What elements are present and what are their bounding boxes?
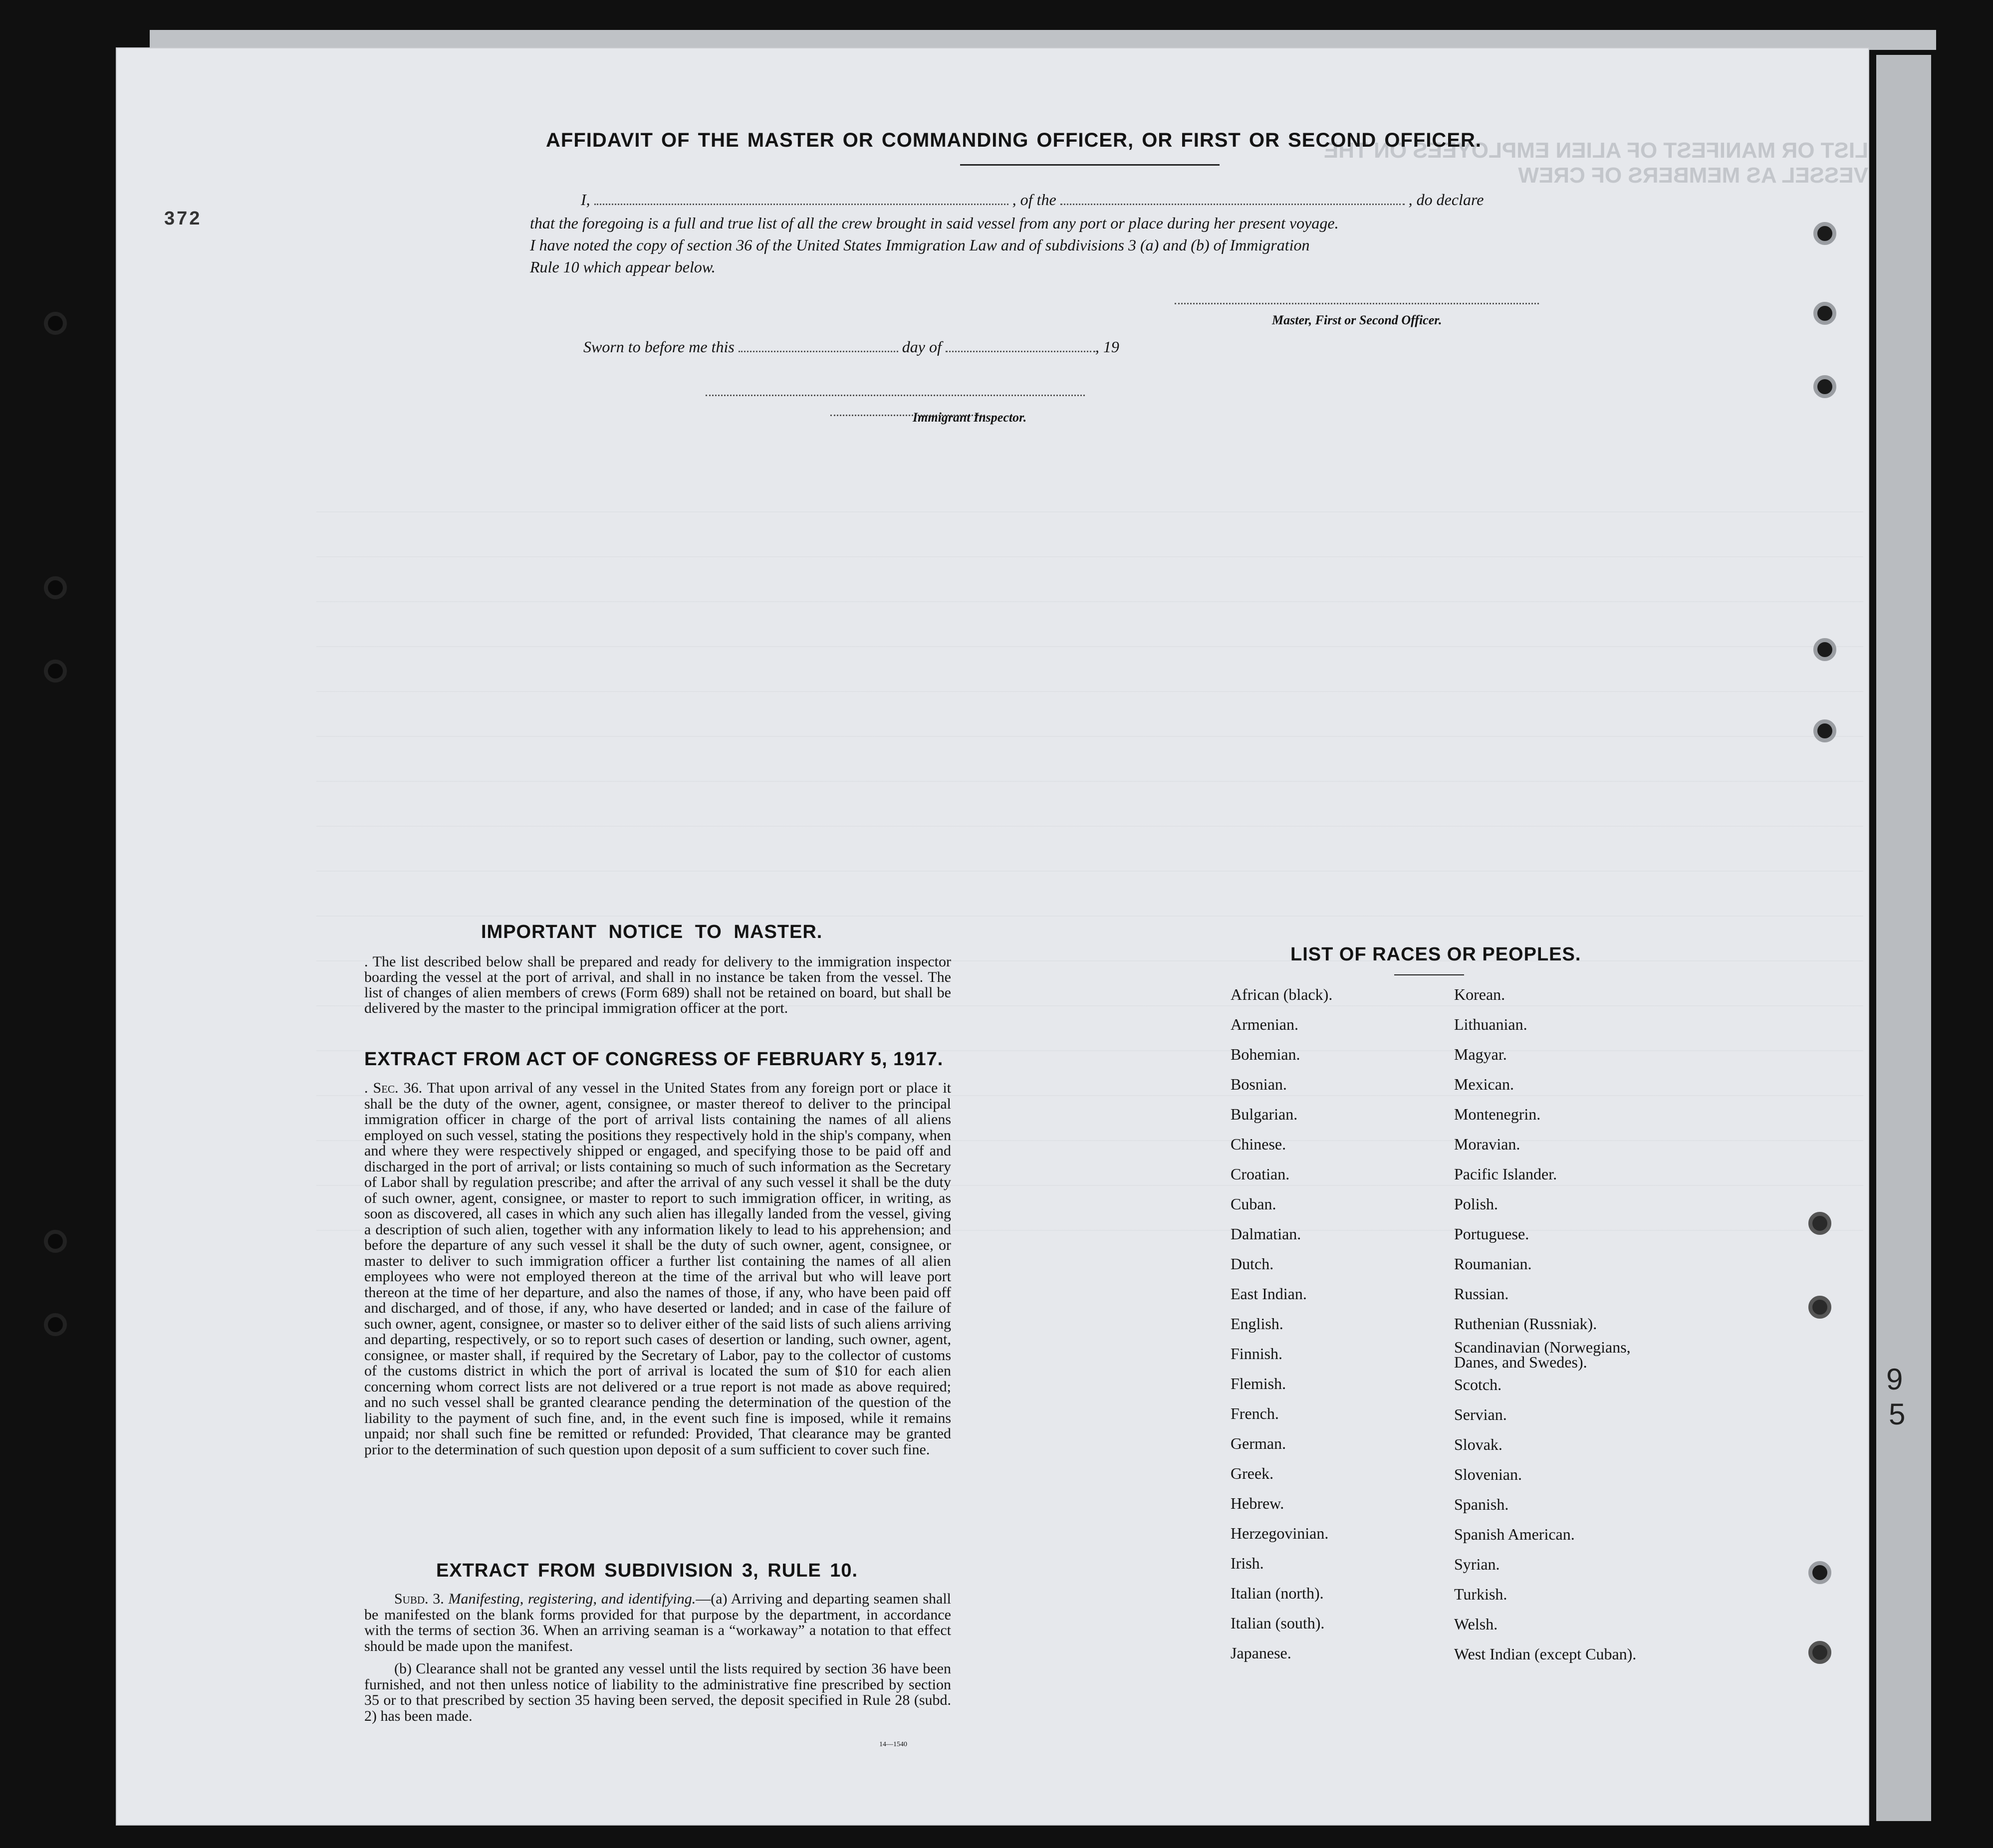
binder-hole — [1808, 1296, 1831, 1319]
affidavit-title-underline — [960, 164, 1220, 166]
race-item: Korean. — [1454, 985, 1505, 1003]
race-item: Italian (south). — [1231, 1614, 1325, 1632]
race-item: Turkish. — [1454, 1585, 1507, 1603]
race-item: Irish. — [1231, 1554, 1264, 1572]
year-label: , 19 — [1095, 338, 1119, 356]
affidavit-of-the: , of the — [1012, 191, 1056, 209]
form-number: 14—1540 — [879, 1741, 907, 1748]
rule-para-a — [364, 1591, 951, 1654]
race-item: Spanish American. — [1454, 1525, 1575, 1543]
race-item: German. — [1231, 1434, 1286, 1452]
binder-hole — [1813, 719, 1836, 742]
rule-para-a-text: —(a) Arriving and departing seamen shall be manifested on the blank forms provided for that purpose by the department, in accordance with the terms of section 36. When an arriving seaman is a “workaway” a notation to that effect should be made upon the manifest. — [364, 1591, 951, 1654]
race-item: Bulgarian. — [1231, 1105, 1298, 1123]
affidavit-title: AFFIDAVIT OF THE MASTER OR COMMANDING OFFICER, OR FIRST OR SECOND OFFICER. — [546, 129, 1482, 151]
binder-hole — [1808, 1212, 1831, 1235]
race-item: Polish. — [1454, 1195, 1498, 1213]
binder-hole — [44, 660, 67, 683]
race-item: Mexican. — [1454, 1075, 1514, 1093]
underlying-page-right — [1876, 55, 1931, 1821]
binder-hole — [1813, 638, 1836, 661]
race-item: Slovak. — [1454, 1435, 1502, 1453]
race-item: Bosnian. — [1231, 1075, 1287, 1093]
binder-hole — [1808, 1641, 1831, 1664]
race-item: French. — [1231, 1404, 1279, 1422]
underlying-page-top — [150, 30, 1936, 50]
affidavit-i-label: I, — [581, 191, 590, 209]
races-title: LIST OF RACES OR PEOPLES. — [1290, 944, 1581, 965]
race-item: Chinese. — [1231, 1135, 1286, 1153]
binder-hole — [44, 312, 67, 335]
race-item: African (black). — [1231, 985, 1333, 1003]
race-item: Japanese. — [1231, 1644, 1291, 1662]
race-item: Hebrew. — [1231, 1494, 1284, 1512]
race-item: Flemish. — [1231, 1375, 1286, 1392]
race-item: Italian (north). — [1231, 1584, 1324, 1602]
race-item: Syrian. — [1454, 1555, 1500, 1573]
master-signature-blank[interactable] — [1175, 292, 1539, 304]
race-item: West Indian (except Cuban). — [1454, 1645, 1637, 1663]
day-blank[interactable] — [739, 340, 898, 352]
master-label: Master, First or Second Officer. — [1272, 313, 1442, 327]
race-item: Montenegrin. — [1454, 1105, 1541, 1123]
race-item: Slovenian. — [1454, 1465, 1522, 1483]
binder-hole — [1808, 1561, 1831, 1584]
rule-title: EXTRACT FROM SUBDIVISION 3, RULE 10. — [436, 1560, 858, 1581]
inspector-label: Immigrant Inspector. — [913, 410, 1027, 425]
race-item: Magyar. — [1454, 1045, 1507, 1063]
race-item: English. — [1231, 1315, 1283, 1333]
race-item: East Indian. — [1231, 1285, 1307, 1303]
notice-body: . The list described below shall be prepared and ready for delivery to the immigration inspector boarding the vessel at the port of arrival, and shall in no instance be taken from the vessel. The list of changes of alien members of crews (Form 689) shall not be retained on board, but shall be delivered by the master to the principal immigration officer at the port. — [364, 953, 951, 1016]
race-item: Herzegovinian. — [1231, 1524, 1329, 1542]
race-item: Welsh. — [1454, 1615, 1498, 1633]
affidavit-line2: that the foregoing is a full and true list of all the crew brought in said vessel from any port or place during her present voyage. — [530, 214, 1339, 232]
binder-hole — [1813, 375, 1836, 398]
races-left-column — [1231, 979, 1332, 1668]
race-item: Scotch. — [1454, 1376, 1502, 1393]
race-item: Russian. — [1454, 1285, 1509, 1303]
manifest-page — [116, 47, 1869, 1826]
race-item: Bohemian. — [1231, 1045, 1300, 1063]
sworn-label: Sworn to before me this — [583, 338, 735, 356]
race-item: Finnish. — [1231, 1345, 1283, 1363]
act-text: That upon arrival of any vessel in the United States from any foreign port or place it shall be the duty of the owner, agent, consignee, or master thereof to deliver to the principal immigration officer in charge of the port of arrival lists containing the names of all aliens employed on such vessel, stating the positions they respectively hold in the ship's company, when and where they were respectively shipped or engaged, and specifying those to be paid off and discharged in the port of arrival; or lists containing so much of such information as the Secretary of Labor shall by regulation prescribe; and after the arrival of any such vessel it shall be the duty of such owner, agent, consignee, or master to report to such immigration officer, in writing, as soon as discovered, all cases in which any such alien has illegally landed from the vessel, giving a description of such alien, together with any information likely to lead to his apprehension; and before the departure of any such vessel it shall be the duty of such owner, agent, consignee, or master to deliver to such immigration officer a further list containing the names of all alien employees who were not employed thereon at the time of the arrival but who will leave port thereon at the time of her departure, and also the names of those, if any, who have been paid off and discharged, and of those, if any, who have deserted or landed; and in case of the failure of such owner, agent, consignee, or master so to deliver either of the said lists of such aliens arriving and departing, respectively, or so to report such cases of desertion or landing, such owner, agent, consignee, or master shall, if required by the Secretary of Labor, pay to the collector of customs of the customs district in which the port of arrival is located the sum of $10 for each alien concerning whom correct lists are not delivered or a true report is not made as above required; and no such vessel shall be granted clearance pending the determination of the question of the liability to the payment of such fine, and, in the event such fine is imposed, while it remains unpaid; nor shall such fine be remitted or refunded: Provided, That clearance may be granted prior to the determination of such question upon deposit of a sum sufficient to cover such fine. — [364, 1080, 951, 1458]
race-item: Armenian. — [1231, 1015, 1298, 1033]
act-title: EXTRACT FROM ACT OF CONGRESS OF FEBRUARY 5, 1917. — [364, 1049, 944, 1070]
race-item: Lithuanian. — [1454, 1015, 1527, 1033]
rule-subd: Subd. 3. — [394, 1591, 444, 1607]
races-right-column — [1454, 979, 1664, 1669]
race-item: Cuban. — [1231, 1195, 1276, 1213]
race-item: Croatian. — [1231, 1165, 1290, 1183]
race-item: Greek. — [1231, 1464, 1274, 1482]
affidavit-line4: Rule 10 which appear below. — [530, 258, 716, 276]
vessel-blank[interactable] — [1060, 193, 1405, 205]
binder-hole — [44, 576, 67, 599]
race-item: Portuguese. — [1454, 1225, 1529, 1243]
rule-para-b: (b) Clearance shall not be granted any vessel until the lists required by section 36 have been furnished, and not then unless notice of liability to the administrative fine prescribed by section 35 or to that prescribed by section 35 having been served, the deposit specified in Rule 28 (subd. 2) has been made. — [364, 1660, 951, 1724]
rule-subd-heading: Manifesting, registering, and identifying. — [448, 1591, 696, 1607]
inspector-signature-blank-1[interactable] — [706, 384, 1085, 396]
race-item: Dalmatian. — [1231, 1225, 1301, 1243]
bleed-through: LIST OR MANIFEST OF ALIEN EMPLOYEES ON THE VESSEL AS MEMBERS OF CREW — [1323, 138, 1868, 188]
day-of-label: day of — [902, 338, 942, 356]
name-blank[interactable] — [594, 193, 1008, 205]
race-item: Moravian. — [1454, 1135, 1520, 1153]
affidavit-line1 — [581, 191, 1484, 209]
binder-hole — [1813, 302, 1836, 325]
notice-title: IMPORTANT NOTICE TO MASTER. — [481, 922, 823, 942]
race-item: Pacific Islander. — [1454, 1165, 1557, 1183]
race-item: Servian. — [1454, 1405, 1507, 1423]
race-item: Ruthenian (Russniak). — [1454, 1315, 1597, 1333]
act-body — [364, 1080, 951, 1457]
act-section: . Sec. 36. — [364, 1080, 423, 1096]
binder-hole — [44, 1230, 67, 1253]
affidavit-line3: I have noted the copy of section 36 of the United States Immigration Law and of subdivisions 3 (a) and (b) of Immigration — [530, 236, 1310, 254]
margin-stamp: 372 — [164, 208, 202, 229]
race-item: Scandinavian (Norwegians, Danes, and Swedes). — [1454, 1338, 1631, 1371]
margin-digit: 5 — [1889, 1397, 1906, 1431]
affidavit-do-declare: , do declare — [1408, 191, 1484, 209]
binder-hole — [1813, 222, 1836, 245]
sworn-line — [583, 338, 1119, 356]
race-item: Dutch. — [1231, 1255, 1274, 1273]
race-item: Spanish. — [1454, 1495, 1509, 1513]
binder-hole — [44, 1313, 67, 1336]
margin-digit: 9 — [1886, 1363, 1903, 1396]
races-title-rule — [1394, 974, 1464, 975]
month-blank[interactable] — [946, 340, 1095, 352]
race-item: Roumanian. — [1454, 1255, 1532, 1273]
